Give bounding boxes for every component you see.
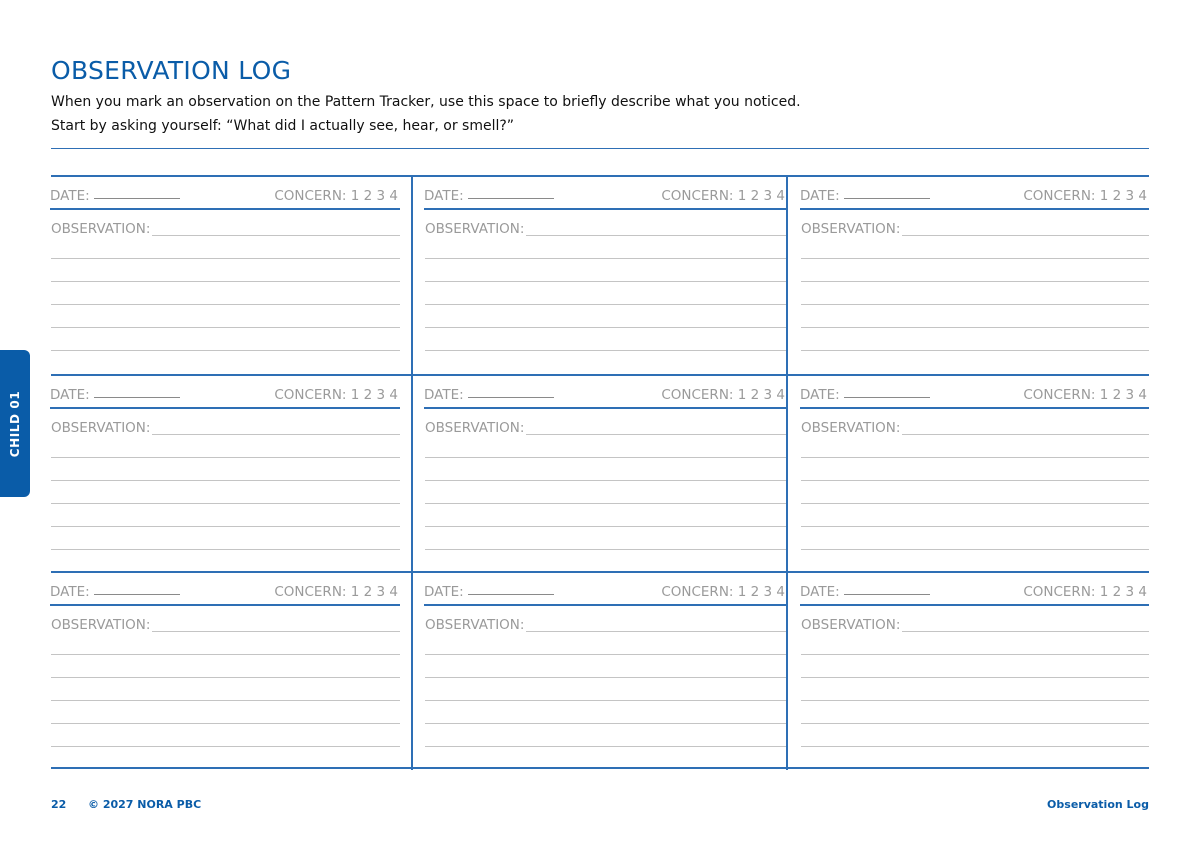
concern-label: CONCERN: xyxy=(274,584,347,600)
concern-label: CONCERN: xyxy=(1023,188,1096,204)
observation-entry xyxy=(412,177,787,374)
observation-area[interactable] xyxy=(801,409,1149,571)
observation-area[interactable] xyxy=(425,210,787,372)
entry-header xyxy=(424,573,787,606)
child-side-tab[interactable] xyxy=(0,350,30,497)
writing-line xyxy=(51,327,400,328)
writing-line xyxy=(425,480,787,481)
date-blank[interactable] xyxy=(468,594,554,595)
date-field[interactable] xyxy=(50,584,180,600)
date-blank[interactable] xyxy=(94,397,180,398)
observation-label: OBSERVATION: xyxy=(51,617,151,633)
writing-line xyxy=(801,723,1149,724)
observation-row-1 xyxy=(51,177,1149,374)
writing-line xyxy=(51,549,400,550)
date-field[interactable] xyxy=(424,584,554,600)
concern-field[interactable] xyxy=(1023,188,1147,204)
column-divider xyxy=(786,177,788,374)
observation-entry xyxy=(51,573,400,770)
date-label: DATE: xyxy=(50,188,90,204)
concern-label: CONCERN: xyxy=(661,584,734,600)
page-title: OBSERVATION LOG xyxy=(51,56,292,85)
concern-levels[interactable]: 1 2 3 4 xyxy=(737,188,785,204)
date-blank[interactable] xyxy=(94,594,180,595)
writing-line xyxy=(425,503,787,504)
concern-levels[interactable]: 1 2 3 4 xyxy=(1099,584,1147,600)
observation-entry xyxy=(788,376,1149,573)
column-divider xyxy=(411,376,413,573)
writing-line xyxy=(425,723,787,724)
observation-label: OBSERVATION: xyxy=(801,617,901,633)
date-blank[interactable] xyxy=(468,397,554,398)
observation-label: OBSERVATION: xyxy=(425,420,525,436)
writing-line xyxy=(425,457,787,458)
column-divider xyxy=(411,573,413,770)
observation-area[interactable] xyxy=(425,409,787,571)
concern-levels[interactable]: 1 2 3 4 xyxy=(737,387,785,403)
observation-area[interactable] xyxy=(51,409,400,571)
writing-line xyxy=(425,677,787,678)
writing-line xyxy=(425,746,787,747)
concern-label: CONCERN: xyxy=(661,387,734,403)
observation-area[interactable] xyxy=(51,606,400,768)
date-blank[interactable] xyxy=(844,594,930,595)
concern-levels[interactable]: 1 2 3 4 xyxy=(1099,188,1147,204)
writing-line xyxy=(425,258,787,259)
concern-label: CONCERN: xyxy=(661,188,734,204)
writing-line xyxy=(51,654,400,655)
entry-header xyxy=(800,177,1149,210)
column-divider xyxy=(786,573,788,770)
intro-text-line-2: Start by asking yourself: “What did I actually see, hear, or smell?” xyxy=(51,118,515,134)
concern-field[interactable] xyxy=(274,387,398,403)
copyright: © 2027 NORA PBC xyxy=(88,798,202,811)
concern-field[interactable] xyxy=(1023,584,1147,600)
writing-line xyxy=(801,457,1149,458)
date-field[interactable] xyxy=(424,387,554,403)
writing-line xyxy=(51,700,400,701)
observation-area[interactable] xyxy=(51,210,400,372)
writing-line xyxy=(801,677,1149,678)
writing-line xyxy=(801,746,1149,747)
header-divider xyxy=(51,148,1149,149)
date-field[interactable] xyxy=(800,387,930,403)
date-field[interactable] xyxy=(800,584,930,600)
entry-header xyxy=(424,177,787,210)
date-field[interactable] xyxy=(50,188,180,204)
observation-area[interactable] xyxy=(425,606,787,768)
observation-entry xyxy=(51,376,400,573)
page-number: 22 xyxy=(51,798,67,811)
writing-line xyxy=(801,350,1149,351)
concern-levels[interactable]: 1 2 3 4 xyxy=(350,188,398,204)
observation-area[interactable] xyxy=(801,210,1149,372)
writing-line xyxy=(425,549,787,550)
concern-levels[interactable]: 1 2 3 4 xyxy=(350,387,398,403)
writing-line xyxy=(801,258,1149,259)
concern-field[interactable] xyxy=(661,188,785,204)
writing-line xyxy=(425,281,787,282)
date-blank[interactable] xyxy=(94,198,180,199)
column-divider xyxy=(786,376,788,573)
observation-label: OBSERVATION: xyxy=(51,420,151,436)
observation-label: OBSERVATION: xyxy=(51,221,151,237)
date-blank[interactable] xyxy=(844,198,930,199)
writing-line xyxy=(425,304,787,305)
concern-field[interactable] xyxy=(274,188,398,204)
writing-line xyxy=(801,281,1149,282)
concern-label: CONCERN: xyxy=(1023,387,1096,403)
column-divider xyxy=(411,177,413,374)
observation-row-3 xyxy=(51,571,1149,770)
concern-field[interactable] xyxy=(661,387,785,403)
observation-label: OBSERVATION: xyxy=(425,617,525,633)
date-label: DATE: xyxy=(800,387,840,403)
writing-line xyxy=(425,700,787,701)
section-name: Observation Log xyxy=(1047,798,1149,811)
writing-line xyxy=(51,526,400,527)
writing-line xyxy=(801,480,1149,481)
writing-line xyxy=(801,654,1149,655)
observation-row-2 xyxy=(51,374,1149,573)
writing-line xyxy=(425,526,787,527)
date-label: DATE: xyxy=(424,387,464,403)
writing-line xyxy=(801,327,1149,328)
writing-line xyxy=(801,304,1149,305)
entry-header xyxy=(50,177,400,210)
date-label: DATE: xyxy=(424,584,464,600)
writing-line xyxy=(425,654,787,655)
date-field[interactable] xyxy=(50,387,180,403)
concern-label: CONCERN: xyxy=(1023,584,1096,600)
writing-line xyxy=(425,327,787,328)
concern-levels[interactable]: 1 2 3 4 xyxy=(737,584,785,600)
entry-header xyxy=(424,376,787,409)
entry-header xyxy=(800,376,1149,409)
date-field[interactable] xyxy=(424,188,554,204)
writing-line xyxy=(801,549,1149,550)
date-label: DATE: xyxy=(50,387,90,403)
date-field[interactable] xyxy=(800,188,930,204)
date-label: DATE: xyxy=(50,584,90,600)
observation-area[interactable] xyxy=(801,606,1149,768)
date-label: DATE: xyxy=(800,188,840,204)
writing-line xyxy=(51,350,400,351)
observation-label: OBSERVATION: xyxy=(801,221,901,237)
concern-label: CONCERN: xyxy=(274,188,347,204)
writing-line xyxy=(51,503,400,504)
entry-header xyxy=(50,573,400,606)
side-tab-label: CHILD 01 xyxy=(8,390,22,457)
writing-line xyxy=(425,350,787,351)
concern-field[interactable] xyxy=(1023,387,1147,403)
writing-line xyxy=(51,746,400,747)
observation-entry xyxy=(788,573,1149,770)
concern-levels[interactable]: 1 2 3 4 xyxy=(350,584,398,600)
observation-entry xyxy=(51,177,400,374)
observation-entry xyxy=(412,376,787,573)
observation-entry xyxy=(412,573,787,770)
observation-label: OBSERVATION: xyxy=(801,420,901,436)
date-blank[interactable] xyxy=(844,397,930,398)
observation-entry xyxy=(788,177,1149,374)
observation-label: OBSERVATION: xyxy=(425,221,525,237)
concern-levels[interactable]: 1 2 3 4 xyxy=(1099,387,1147,403)
concern-field[interactable] xyxy=(661,584,785,600)
intro-text-line-1: When you mark an observation on the Pattern Tracker, use this space to briefly describe what you noticed. xyxy=(51,94,801,110)
writing-line xyxy=(51,457,400,458)
writing-line xyxy=(51,723,400,724)
observation-grid xyxy=(51,175,1149,769)
writing-line xyxy=(51,480,400,481)
writing-line xyxy=(51,304,400,305)
writing-line xyxy=(801,700,1149,701)
date-blank[interactable] xyxy=(468,198,554,199)
writing-line xyxy=(51,281,400,282)
entry-header xyxy=(800,573,1149,606)
writing-line xyxy=(51,258,400,259)
concern-field[interactable] xyxy=(274,584,398,600)
writing-line xyxy=(801,503,1149,504)
entry-header xyxy=(50,376,400,409)
date-label: DATE: xyxy=(800,584,840,600)
date-label: DATE: xyxy=(424,188,464,204)
writing-line xyxy=(51,677,400,678)
concern-label: CONCERN: xyxy=(274,387,347,403)
writing-line xyxy=(801,526,1149,527)
